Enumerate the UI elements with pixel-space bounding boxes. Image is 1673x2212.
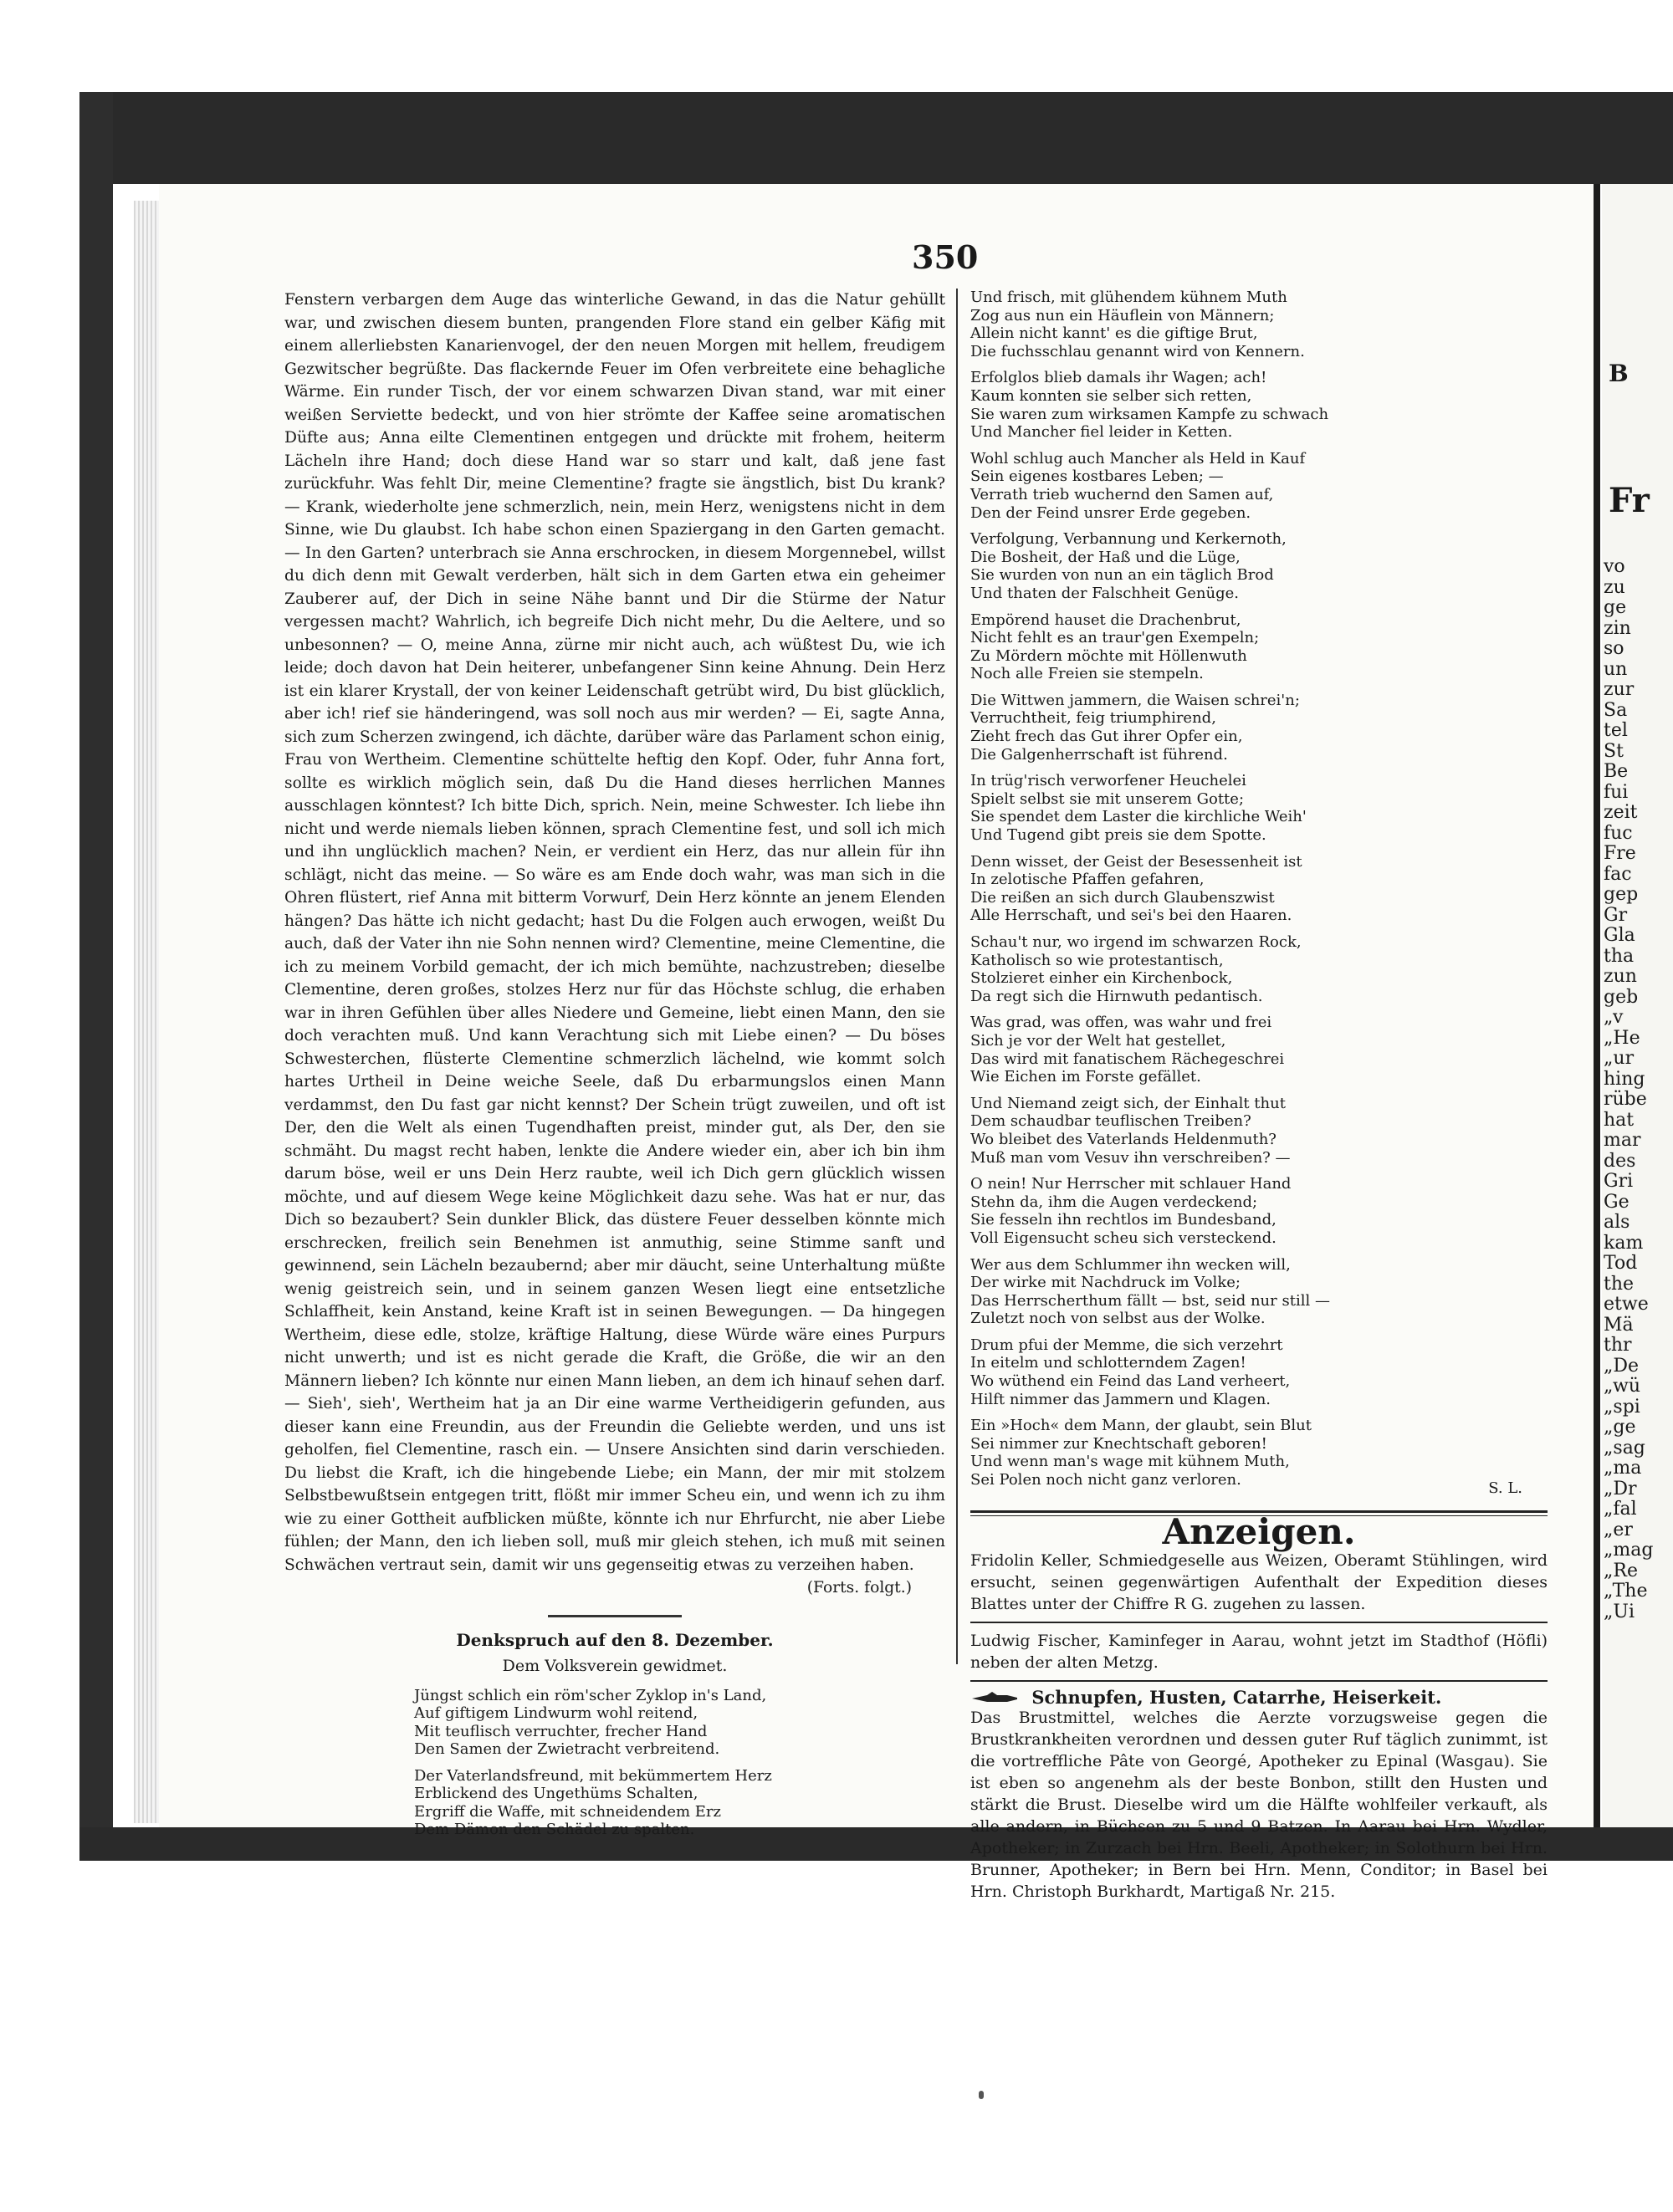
neighbor-fragment: fuc — [1604, 822, 1633, 844]
poem-line: Hilft nimmer das Jammern und Klagen. — [970, 1390, 1271, 1408]
denkspruch-subtitle: Dem Volksverein gewidmet. — [502, 1657, 728, 1675]
neighbor-fragment: fui — [1604, 781, 1629, 803]
poem-stanza — [970, 1014, 1548, 1086]
neighbor-fragment: Gr — [1604, 904, 1628, 926]
denkspruch-line: Dem Dämon den Schädel zu spalten. — [414, 1821, 695, 1838]
denkspruch-line: Mit teuflisch verruchter, frecher Hand — [414, 1722, 708, 1740]
neighbor-fragment: „wü — [1604, 1376, 1641, 1397]
neighbor-fragment: zeit — [1604, 802, 1638, 823]
poem-line: Wer aus dem Schlummer ihn wecken will, — [970, 1255, 1291, 1274]
neighbor-fragment: „mag — [1604, 1540, 1654, 1561]
poem-line: Empörend hauset die Drachenbrut, — [970, 610, 1241, 629]
neighbor-fragment: gep — [1604, 884, 1639, 905]
poem-line: Wo bleibet des Vaterlands Heldenmuth? — [970, 1130, 1276, 1148]
poem-line: Sie waren zum wirksamen Kampfe zu schwach — [970, 405, 1329, 423]
poem-line: Zieht frech das Gut ihrer Opfer ein, — [970, 728, 1243, 746]
ad-brustmittel-title — [970, 1688, 1548, 1708]
poem-line: Und Niemand zeigt sich, der Einhalt thut — [970, 1094, 1286, 1112]
poem-line: Kaum konnten sie selber sich retten, — [970, 386, 1252, 405]
page-number: 350 — [912, 238, 979, 276]
poem-line: Die Wittwen jammern, die Waisen schrei'n; — [970, 691, 1300, 709]
poem-line: Katholisch so wie protestantisch, — [970, 951, 1224, 969]
neighbor-fragment: „spi — [1604, 1396, 1640, 1418]
poem-stanza — [970, 772, 1548, 844]
neighbor-fragment: „Ui — [1604, 1601, 1635, 1622]
neighbor-fragment: so — [1604, 638, 1624, 659]
neighbor-fragment: „He — [1604, 1027, 1640, 1049]
neighbor-fragment: „Dr — [1604, 1478, 1637, 1499]
denkspruch-line: Auf giftigem Lindwurm wohl reitend, — [414, 1704, 698, 1722]
neighbor-fragment: zu — [1604, 576, 1625, 598]
neighbor-fragment: zin — [1604, 617, 1631, 639]
adjacent-page-fragment — [1602, 184, 1673, 1827]
denkspruch-line: Den Samen der Zwietracht verbreitend. — [414, 1740, 720, 1758]
poem-stanza — [970, 611, 1548, 683]
ad-brustmittel: Das Brustmittel, welches die Aerzte vorzugsweise gegen die Brustkrankheiten verordnen und dessen guter Ruf täglich zunimmt, ist die vortreffliche Pâte von Georgé, Apotheker zu Epinal (Wasgau). Sie ist eben so angenehm als der beste Bonbon, stillt den Husten und stärkt die Brust. Dieselbe wird um die Hälfte wohlfeiler verkauft, als alle andern, in Büchsen zu 5 und 9 Batzen. In Aarau bei Hrn. Wydler, Apotheker; in Zurzach bei Hrn. Beeli, Apotheker; in Solothurn bei Hrn. Brunner, Apotheker; in Bern bei Hrn. Menn, Conditor; in Basel bei Hrn. Christoph Burkhardt, Martigaß Nr. 215. — [970, 1709, 1548, 1902]
neighbor-fragment: „sag — [1604, 1437, 1645, 1458]
neighbor-fragment: „v — [1604, 1007, 1624, 1028]
poem-line: Drum pfui der Memme, die sich verzehrt — [970, 1336, 1283, 1354]
neighbor-fragment: mar — [1604, 1130, 1641, 1151]
poem-stanza — [970, 1175, 1548, 1247]
denkspruch-line: Ergriff die Waffe, mit schneidendem Erz — [414, 1802, 721, 1821]
poem-stanza — [970, 289, 1548, 360]
poem-stanza — [970, 933, 1548, 1005]
poem-line: Zuletzt noch von selbst aus der Wolke. — [970, 1310, 1266, 1328]
poem-stanza — [970, 853, 1548, 925]
neighbor-fragment: „De — [1604, 1355, 1640, 1377]
neighbor-fragment: Be — [1604, 761, 1629, 782]
poem-line: Denn wisset, der Geist der Besessenheit ist — [970, 852, 1302, 871]
poem-line: Und thaten der Falschheit Genüge. — [970, 584, 1240, 602]
poem-continuation — [970, 289, 1548, 1489]
neighbor-fragment: un — [1604, 658, 1628, 680]
poem-line: In zelotische Pfaffen gefahren, — [970, 871, 1205, 889]
poem-line: Wie Eichen im Forste gefället. — [970, 1068, 1201, 1086]
neighbor-letter: B — [1609, 360, 1629, 387]
neighbor-fragment: als — [1604, 1212, 1630, 1233]
scan-speck — [979, 2091, 984, 2099]
neighbor-fragment: des — [1604, 1150, 1636, 1172]
neighbor-fragment: Ge — [1604, 1191, 1630, 1213]
poem-line: Sein eigenes kostbares Leben; — — [970, 467, 1224, 486]
neighbor-fragment: hat — [1604, 1109, 1635, 1131]
poem-line: Und frisch, mit glühendem kühnem Muth — [970, 289, 1287, 306]
neighbor-fragment: tha — [1604, 945, 1635, 967]
poem-line: Verrath trieb wuchernd den Samen auf, — [970, 485, 1274, 503]
neighbor-fragment: ge — [1604, 597, 1627, 618]
neighbor-fragment: fac — [1604, 863, 1632, 885]
poem-line: Sei nimmer zur Knechtschaft geboren! — [970, 1434, 1267, 1453]
poem-line: Das wird mit fanatischem Rächegeschrei — [970, 1050, 1285, 1068]
poem-line: In eitelm und schlotterndem Zagen! — [970, 1354, 1246, 1372]
poem-line: Spielt selbst sie mit unserem Gotte; — [970, 789, 1245, 808]
denkspruch-line: Jüngst schlich ein röm'scher Zyklop in's Land, — [414, 1686, 767, 1704]
neighbor-fragment: St — [1604, 740, 1624, 762]
poem-line: Sie spendet dem Laster die kirchliche Weih' — [970, 808, 1307, 826]
poem-line: Alle Herrschaft, und sei's bei den Haaren. — [970, 907, 1292, 925]
poem-signature: S. L. — [1488, 1479, 1522, 1497]
poem-line: Erfolglos blieb damals ihr Wagen; ach! — [970, 369, 1267, 387]
poem-stanza — [970, 1336, 1548, 1408]
neighbor-fragment: the — [1604, 1273, 1635, 1295]
poem-line: Allein nicht kannt' es die giftige Brut, — [970, 324, 1258, 343]
poem-line: Da regt sich die Hirnwuth pedantisch. — [970, 987, 1263, 1005]
neighbor-fragment: Fre — [1604, 843, 1636, 864]
neighbor-fragment: Mä — [1604, 1314, 1634, 1336]
pointing-hand-icon — [970, 1690, 1021, 1707]
poem-line: Sie fesseln ihn rechtlos im Bundesband, — [970, 1211, 1276, 1229]
ad-divider — [970, 1680, 1548, 1682]
poem-line: Zu Mördern möchte mit Höllenwuth — [970, 646, 1247, 665]
poem-line: Ein »Hoch« dem Mann, der glaubt, sein Blut — [970, 1417, 1312, 1435]
poem-line: Und wenn man's wage mit kühnem Muth, — [970, 1453, 1290, 1471]
poem-line: Die Bosheit, der Haß und die Lüge, — [970, 548, 1241, 566]
neighbor-fragment: „fal — [1604, 1499, 1637, 1520]
neighbor-fragment: zur — [1604, 679, 1635, 700]
neighbor-fragment: Gri — [1604, 1171, 1634, 1192]
neighbor-fragment: thr — [1604, 1335, 1632, 1356]
poem-line: Die fuchsschlau genannt wird von Kennern. — [970, 342, 1305, 360]
poem-line: Und Mancher fiel leider in Ketten. — [970, 423, 1233, 442]
poem-line: Stolzieret einher ein Kirchenbock, — [970, 969, 1233, 988]
neighbor-fragment: hing — [1604, 1068, 1645, 1090]
neighbor-fragment: „ur — [1604, 1048, 1635, 1069]
poem-stanza — [970, 1256, 1548, 1328]
poem-line: Das Herrscherthum fällt — bst, seid nur still — — [970, 1291, 1330, 1310]
poem-stanza — [970, 369, 1548, 441]
poem-line: Die Galgenherrschaft ist führend. — [970, 745, 1228, 764]
poem-line: Der wirke mit Nachdruck im Volke; — [970, 1274, 1241, 1292]
denkspruch-line: Der Vaterlandsfreund, mit bekümmertem Herz — [414, 1766, 772, 1785]
poem-line: Verfolgung, Verbannung und Kerkernoth, — [970, 530, 1287, 549]
poem-line: Nicht fehlt es an traur'gen Exempeln; — [970, 629, 1260, 647]
poem-line: Noch alle Freien sie stempeln. — [970, 665, 1204, 683]
poem-stanza — [970, 450, 1548, 522]
neighbor-fragment: geb — [1604, 986, 1639, 1008]
right-column — [970, 289, 1548, 1903]
poem-line: Dem schaudbar teuflischen Treiben? — [970, 1112, 1251, 1131]
ads-heading: Anzeigen. — [1162, 1511, 1356, 1553]
poem-line: Sie wurden von nun an ein täglich Brod — [970, 566, 1274, 585]
neighbor-fragment: Gla — [1604, 925, 1635, 946]
neighbor-fragment: „er — [1604, 1519, 1633, 1540]
poem-line: Sich je vor der Welt hat gestellet, — [970, 1031, 1226, 1050]
denkspruch-poem — [284, 1687, 945, 1839]
poem-line: Was grad, was offen, was wahr und frei — [970, 1014, 1272, 1032]
scan-background-left — [79, 92, 113, 1861]
scan-background-top — [79, 92, 1673, 184]
gutter-shadow — [1594, 184, 1600, 1827]
section-divider — [548, 1615, 682, 1617]
neighbor-fragment: kam — [1604, 1232, 1644, 1254]
neighbor-fragment: „Re — [1604, 1560, 1638, 1581]
page-edge-stack — [134, 201, 159, 1823]
poem-line: Zog aus nun ein Häuflein von Männern; — [970, 306, 1275, 324]
poem-line: Den der Feind unsrer Erde gegeben. — [970, 503, 1251, 522]
left-column — [284, 289, 945, 1847]
poem-line: Und Tugend gibt preis sie dem Spotte. — [970, 826, 1266, 845]
story-text: Fenstern verbargen dem Auge das winterliche Gewand, in das die Natur gehüllt war, und zwischen diesem bunten, prangenden Flore stand ein gelber Käfig mit einem allerliebsten Kanarienvogel, der den neuen Morgen mit hellem, freudigem Gezwitscher begrüßte. Das flackernde Feuer im Ofen verbreitete eine behagliche Wärme. Ein runder Tisch, der vor einem schwarzen Divan stand, war mit einer weißen Serviette bedeckt, und von hier strömte der Kaffee seine aromatischen Düfte aus; Anna eilte Clementinen entgegen und drückte mit frohem, heiterm Lächeln ihre Hand; doch diese Hand war so starr und kalt, daß jene fast zurückfuhr. Was fehlt Dir, meine Clementine? fragte sie ängstlich, bist Du krank? — Krank, wiederholte jene schmerzlich, nein, mein Herz, wenigstens nicht in dem Sinne, wie Du glaubst. Ich habe schon einen Spaziergang in den Garten gemacht. — In den Garten? unterbrach sie Anna erschrocken, in diesem Morgennebel, willst du dich denn mit Gewalt verderben, hält sich in dem Garten etwa ein geheimer Zauberer auf, der Dich in seine Nähe bannt und Dir die Stürme der Natur vergessen macht? Wahrlich, ich begreife Dich nicht mehr, Du die Aeltere, und so unbesonnen? — O, meine Anna, zürne mir nicht auch, ach wüßtest Du, wie ich leide; doch davon hat Dein heiterer, unbefangener Sinn keine Ahnung. Dein Herz ist ein klarer Krystall, der von keiner Leidenschaft getrübt wird, Du bist glücklich, aber ich! rief sie händeringend, was soll noch aus mir werden? — Ei, sagte Anna, sich zum Scherzen zwingend, ich dächte, darüber wäre das Parlament schon einig, Frau von Wertheim. Clementine schüttelte heftig den Kopf. Oder, fuhr Anna fort, sollte es wirklich möglich sein, daß Du die Hand dieses herrlichen Mannes ausschlagen könntest? Ich bitte Dich, sprich. Nein, meine Schwester. Ich liebe ihn nicht und werde niemals lieben können, sprach Clementine fest, und soll ich mich und ihn unglücklich machen? Nein, er verdient ein Herz, das nur allein für ihn schlägt, nicht das meine. — So wäre es am Ende doch wahr, was man sich in die Ohren flüstert, rief Anna mit bitterm Vorwurf, Dein Herz könnte an jenem Elenden hängen? Das hätte ich nicht gedacht; hast Du die Folgen auch erwogen, weißt Du auch, daß der Vater ihn nie Sohn nennen wird? Clementine, meine Clementine, die ich zu meinem Vorbild gemacht, der ich mich bemühte, nachzustreben; dieselbe Clementine, deren großes, stolzes Herz nur für das Höchste schlug, die erhaben war in ihren Gefühlen über alles Niedere und Gemeine, liebt einen Mann, den sie doch verachten muß. Und kann Verachtung sich mit Liebe einen? — Du böses Schwesterchen, flüsterte Clementine schmerzlich lächelnd, wie kommt solch hartes Urtheil in Deine weiche Seele, daß Du erbarmungslos einen Mann verdammst, den Du fast gar nicht kennst? Der Schein trügt zuweilen, und oft ist Der, den die Welt als einen Tugendhaften preist, minder gut, als Der, den sie schmäht. Du magst recht haben, lenkte die Andere wieder ein, aber ich bin ihm darum böse, weil er uns Dein Herz raubte, weil ich Dich gern glücklich wissen möchte, und auf diesem Wege keine Möglichkeit dazu sehe. Was hat er nur, das Dich so bezaubert? Sein dunkler Blick, das düstere Feuer desselben könnte mich erschrecken, freilich sein Benehmen ist anmuthig, seine Stimme sanft und gewinnend, sein Lächeln bezaubernd; aber mir däucht, seine Unterhaltung müßte wenig geistreich sein, und in seinem ganzen Wesen liegt eine entsetzliche Schlaffheit, kein Anstand, keine Kraft ist in seinen Bewegungen. — Da hingegen Wertheim, diese edle, stolze, kräftige Haltung, diese Würde wäre eines Purpurs nicht unwerth; und ist es nicht gerade die Kraft, die Größe, die wir an den Männern lieben? Ich könnte nur einen Mann lieben, an dem ich hinauf sehen darf. — Sieh', sieh', Wertheim hat ja an Dir eine warme Vertheidigerin gefunden, aus dieser kann eine Freundin, aus der Freundin die Geliebte werden, und uns ist geholfen, fiel Clementine, rasch ein. — Unsere Ansichten sind darin verschieden. Du liebst die Kraft, ich die hingebende Liebe; ein Mann, der mir mit stolzem Selbstbewußtsein entgegen tritt, flößt mir immer Scheu ein, und wenn ich zu ihm wie zu einer Gottheit aufblicken müßte, könnte ich nur Ehrfurcht, nie aber Liebe fühlen; der Mann, den ich lieben soll, muß mir gleich stehen, ich muß mit seinen Schwächen vertraut sein, damit wir uns gegenseitig etwas zu verzeihen haben. — [284, 291, 945, 1574]
poem-line: Wohl schlug auch Mancher als Held in Kauf — [970, 449, 1306, 467]
continuation-note: (Forts. folgt.) — [806, 1579, 912, 1596]
neighbor-fragment: vo — [1604, 556, 1625, 577]
neighbor-fragment: zun — [1604, 966, 1637, 987]
poem-line: Voll Eigensucht scheu sich versteckend. — [970, 1229, 1276, 1247]
ad-keller: Fridolin Keller, Schmiedgeselle aus Weizen, Oberamt Stühlingen, wird ersucht, seinen gegenwärtigen Aufenthalt der Expedition dieses Blattes unter der Chiffre R G. zugehen zu lassen. — [970, 1550, 1548, 1613]
denkspruch-stanza — [284, 1767, 945, 1839]
poem-line: Verruchtheit, feig triumphirend, — [970, 709, 1216, 728]
denkspruch-stanza — [284, 1687, 945, 1759]
poem-line: Sei Polen noch nicht ganz verloren. — [970, 1471, 1241, 1489]
poem-stanza — [970, 530, 1548, 602]
neighbor-fragment: rübe — [1604, 1089, 1647, 1110]
neighbor-fragment: „ge — [1604, 1417, 1636, 1438]
poem-line: Stehn da, ihm die Augen verdeckend; — [970, 1193, 1258, 1211]
neighbor-fragment: „ma — [1604, 1458, 1642, 1479]
ad-fischer: Ludwig Fischer, Kaminfeger in Aarau, wohnt jetzt im Stadthof (Höfli) neben der alten Metzg. — [970, 1631, 1548, 1672]
neighbor-fragment: Sa — [1604, 699, 1628, 721]
ad-brustmittel-title-text: Schnupfen, Husten, Catarrhe, Heiserkeit. — [1031, 1686, 1442, 1708]
poem-line: Muß man vom Vesuv ihn verschreiben? — — [970, 1148, 1291, 1167]
poem-stanza — [970, 1095, 1548, 1167]
poem-line: O nein! Nur Herrscher mit schlauer Hand — [970, 1175, 1292, 1193]
ad-divider — [970, 1622, 1548, 1623]
poem-line: In trüg'risch verworfener Heuchelei — [970, 772, 1246, 790]
poem-line: Schau't nur, wo irgend im schwarzen Rock, — [970, 933, 1302, 951]
neighbor-fragment: etwe — [1604, 1294, 1649, 1315]
poem-line: Wo wüthend ein Feind das Land verheert, — [970, 1372, 1291, 1391]
neighbor-fragment: „The — [1604, 1581, 1648, 1602]
neighbor-heading: Fr — [1609, 481, 1650, 520]
neighbor-fragment: tel — [1604, 720, 1628, 741]
denkspruch-line: Erblickend des Ungethüms Schalten, — [414, 1785, 698, 1802]
poem-line: Die reißen an sich durch Glaubenszwist — [970, 888, 1275, 907]
poem-stanza — [970, 692, 1548, 764]
neighbor-fragment: Tod — [1604, 1253, 1638, 1274]
column-rule — [956, 289, 958, 1664]
denkspruch-title: Denkspruch auf den 8. Dezember. — [456, 1629, 774, 1650]
